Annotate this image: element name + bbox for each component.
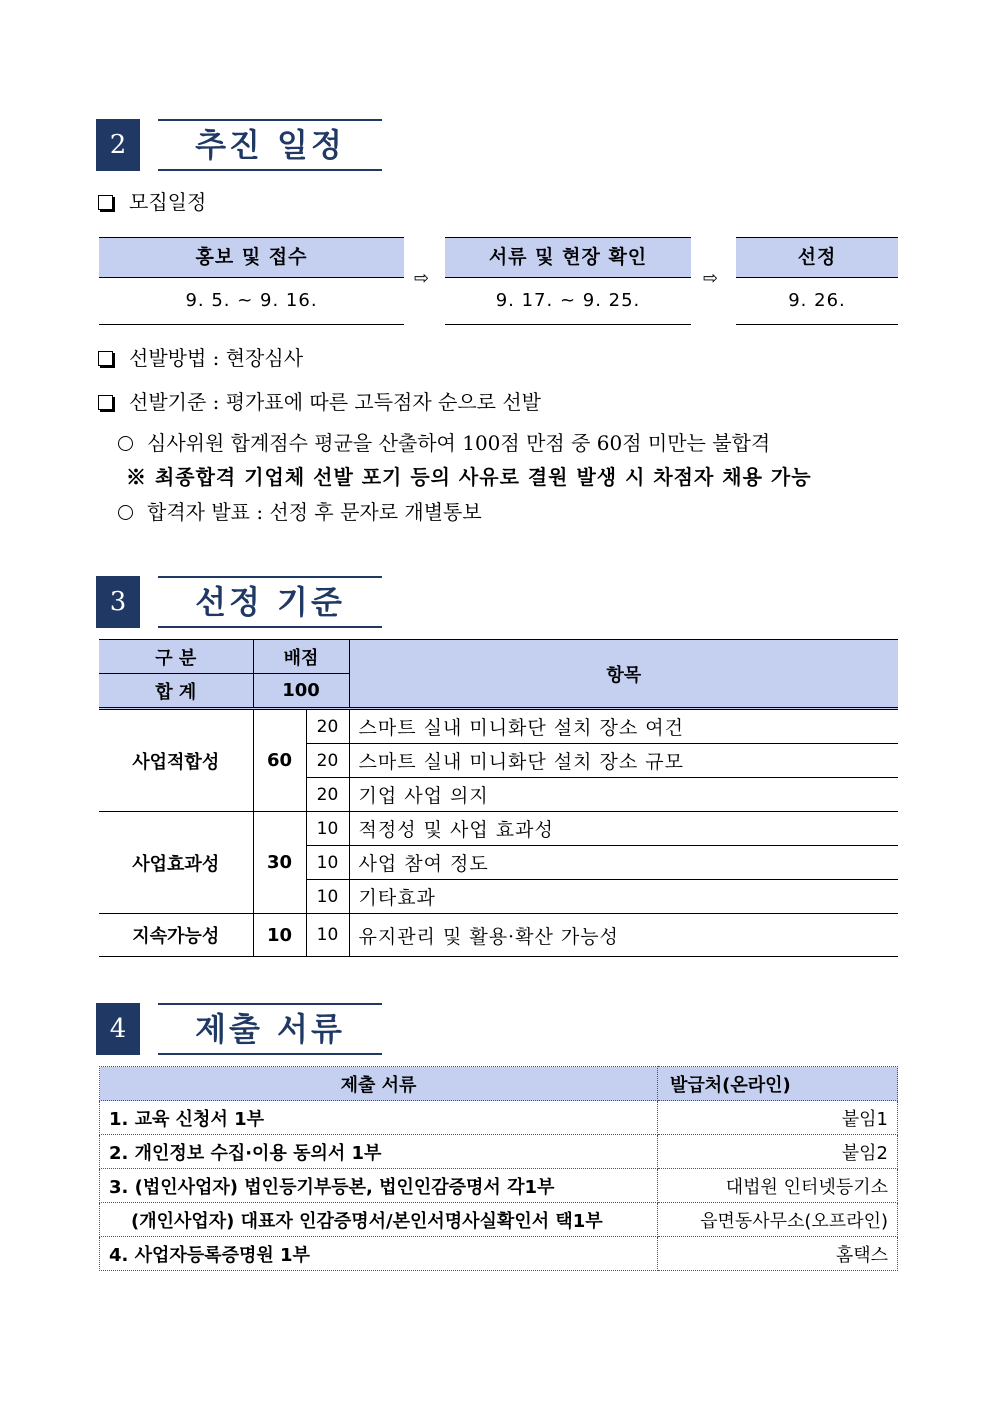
document-issuer: 읍면동사무소(오프라인) [658,1203,898,1237]
document-issuer: 대법원 인터넷등기소 [658,1169,898,1203]
row-points: 20 [306,778,349,812]
group-name: 사업효과성 [99,812,253,914]
table-row [99,914,898,957]
table-row [100,1101,898,1135]
bullet-text: 모집일정 [129,190,207,214]
row-points: 10 [306,914,349,957]
document-issuer: 붙임2 [658,1135,898,1169]
section-title: 제출 서류 [158,1003,382,1055]
row-points: 20 [306,744,349,778]
row-points: 10 [306,880,349,914]
bullet-selection-method [98,344,303,372]
table-row [100,1237,898,1271]
schedule-step-date: 9. 5. ~ 9. 16. [99,278,404,325]
schedule-step-label: 홍보 및 접수 [99,237,404,278]
circle-bullet-icon [118,436,133,451]
document-name: (개인사업자) 대표자 인감증명서/본인서명사실확인서 택1부 [100,1203,658,1237]
section-number: 4 [96,1003,140,1055]
schedule-step [445,237,691,325]
document-name: 2. 개인정보 수집·이용 동의서 1부 [100,1135,658,1169]
row-item: 유지관리 및 활용·확산 가능성 [349,914,898,957]
bullet-recruit-schedule [98,188,206,216]
arrow-right-icon: ⇨ [414,268,430,289]
header-issuer: 발급처(온라인) [658,1067,898,1101]
total-value: 100 [253,674,349,709]
group-points: 10 [253,914,306,957]
document-name: 3. (법인사업자) 법인등기부등본, 법인인감증명서 각1부 [100,1169,658,1203]
document-name: 1. 교육 신청서 1부 [100,1101,658,1135]
row-points: 20 [306,709,349,744]
document-issuer: 홈택스 [658,1237,898,1271]
checkbox-square-icon [98,351,113,366]
schedule-step [99,237,404,325]
row-item: 스마트 실내 미니화단 설치 장소 여건 [349,709,898,744]
table-row [100,1203,898,1237]
row-item: 기타효과 [349,880,898,914]
table-row [99,709,898,744]
schedule-step [736,237,898,325]
table-row [100,1169,898,1203]
group-name: 지속가능성 [99,914,253,957]
schedule-step-label: 선정 [736,237,898,278]
sub-bullet-text: 합격자 발표 : 선정 후 문자로 개별통보 [147,500,482,524]
table-row [100,1135,898,1169]
row-points: 10 [306,846,349,880]
section-title: 선정 기준 [158,576,382,628]
section-number: 2 [96,119,140,171]
row-points: 10 [306,812,349,846]
criteria-table [99,639,898,957]
section-number: 3 [96,576,140,628]
table-row [99,812,898,846]
header-item: 항목 [349,640,898,709]
arrow-right-icon: ⇨ [703,268,719,289]
row-item: 기업 사업 의지 [349,778,898,812]
documents-table [99,1066,898,1271]
group-name: 사업적합성 [99,709,253,812]
schedule-step-date: 9. 26. [736,278,898,325]
checkbox-square-icon [98,395,113,410]
group-points: 30 [253,812,306,914]
header-document: 제출 서류 [100,1067,658,1101]
schedule-step-date: 9. 17. ~ 9. 25. [445,278,691,325]
section-title: 추진 일정 [158,119,382,171]
row-item: 스마트 실내 미니화단 설치 장소 규모 [349,744,898,778]
document-name: 4. 사업자등록증명원 1부 [100,1237,658,1271]
total-label: 합 계 [99,674,253,709]
header-category: 구 분 [99,640,253,674]
circle-bullet-icon [118,505,133,520]
group-points: 60 [253,709,306,812]
row-item: 사업 참여 정도 [349,846,898,880]
bullet-text: 선발방법 : 현장심사 [129,346,304,370]
row-item: 적정성 및 사업 효과성 [349,812,898,846]
sub-bullet-text: 심사위원 합계점수 평균을 산출하여 100점 만점 중 60점 미만는 불합격 [147,431,771,455]
sub-bullet-announcement [118,498,482,526]
schedule-step-label: 서류 및 현장 확인 [445,237,691,278]
sub-bullet-pass-score [118,429,770,457]
header-points: 배점 [253,640,349,674]
note-replacement: ※ 최종합격 기업체 선발 포기 등의 사유로 결원 발생 시 차점자 채용 가능 [126,465,812,489]
checkbox-square-icon [98,195,113,210]
bullet-text: 선발기준 : 평가표에 따른 고득점자 순으로 선발 [129,390,541,414]
document-issuer: 붙임1 [658,1101,898,1135]
bullet-selection-criteria [98,388,541,416]
